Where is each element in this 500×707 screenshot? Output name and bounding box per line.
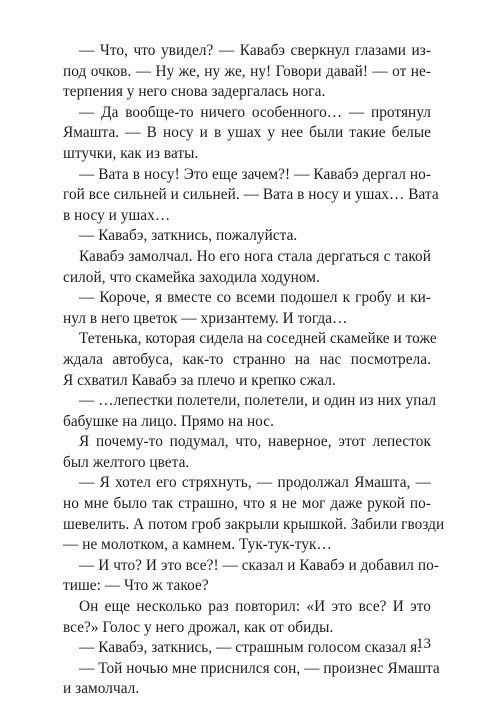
body-text <box>63 41 445 700</box>
text-line: Тетенька, которая сидела на соседней скамейке и тоже <box>79 330 437 348</box>
text-line: в носу и ушах… <box>63 206 171 224</box>
text-line: — Кавабэ, заткнись, — страшным голосом сказал я. <box>79 639 422 657</box>
text-line: терпения у него снова задергалась нога. <box>63 83 326 101</box>
text-line: — не молотком, а камнем. Тук-тук-тук… <box>63 536 332 554</box>
text-line: Он еще несколько раз повторил: «И это все? И это <box>79 598 431 616</box>
text-line: гой все сильней и сильней. — Вата в носу и ушах… Вата <box>63 186 439 204</box>
text-line: ждала автобуса, как-то странно на нас посмотрела. <box>63 350 431 368</box>
text-line: тише: — Что ж такое? <box>63 577 209 595</box>
text-line: — Той ночью мне приснился сон, — произнес Ямашта <box>79 659 440 677</box>
text-line: — Что, что увидел? — Кавабэ сверкнул глазами из- <box>79 42 431 59</box>
text-line: все?» Голос у него дрожал, как от обиды. <box>63 618 334 636</box>
text-line: силой, что скамейка заходила ходуном. <box>63 268 320 286</box>
text-line: штучки, как из ваты. <box>63 144 199 162</box>
text-line: Кавабэ замолчал. Но его нога стала дергаться с такой <box>79 247 431 265</box>
text-line: Ямашта. — В носу и в ушах у нее были такие белые <box>63 124 431 142</box>
text-line: — Короче, я вместе со всеми подошел к гробу и ки- <box>79 289 431 307</box>
text-line: нул в него цветок — хризантему. И тогда… <box>63 309 348 327</box>
text-line: Я почему-то подумал, что, наверное, этот лепесток <box>79 433 431 451</box>
text-line: — Да вообще-то ничего особенного… — протянул <box>79 103 431 121</box>
text-line: Я схватил Кавабэ за плечо и крепко сжал. <box>63 371 336 389</box>
text-line: — И что? И это все?! — сказал и Кавабэ и добавил по- <box>79 556 439 574</box>
text-line: — Вата в носу! Это еще зачем?! — Кавабэ дергал но- <box>79 165 431 183</box>
text-line: под очков. — Ну же, ну же, ну! Говори давай! — от не- <box>63 62 431 80</box>
text-line: бабушке на лицо. Прямо на нос. <box>63 412 274 430</box>
text-line: шевелить. А потом гроб закрыли крышкой. Забили гвозди <box>63 515 445 533</box>
text-line: но мне было так страшно, что я не мог даже рукой по- <box>63 495 431 513</box>
text-line: был желтого цвета. <box>63 453 190 471</box>
text-line: и замолчал. <box>63 680 140 698</box>
text-line: — …лепестки полетели, полетели, и один из них упал <box>79 392 437 410</box>
text-line: — Кавабэ, заткнись, пожалуйста. <box>79 227 298 245</box>
page-number: 13 <box>416 636 431 652</box>
text-line: — Я хотел его стряхнуть, — продолжал Ямашта, — <box>79 474 431 492</box>
